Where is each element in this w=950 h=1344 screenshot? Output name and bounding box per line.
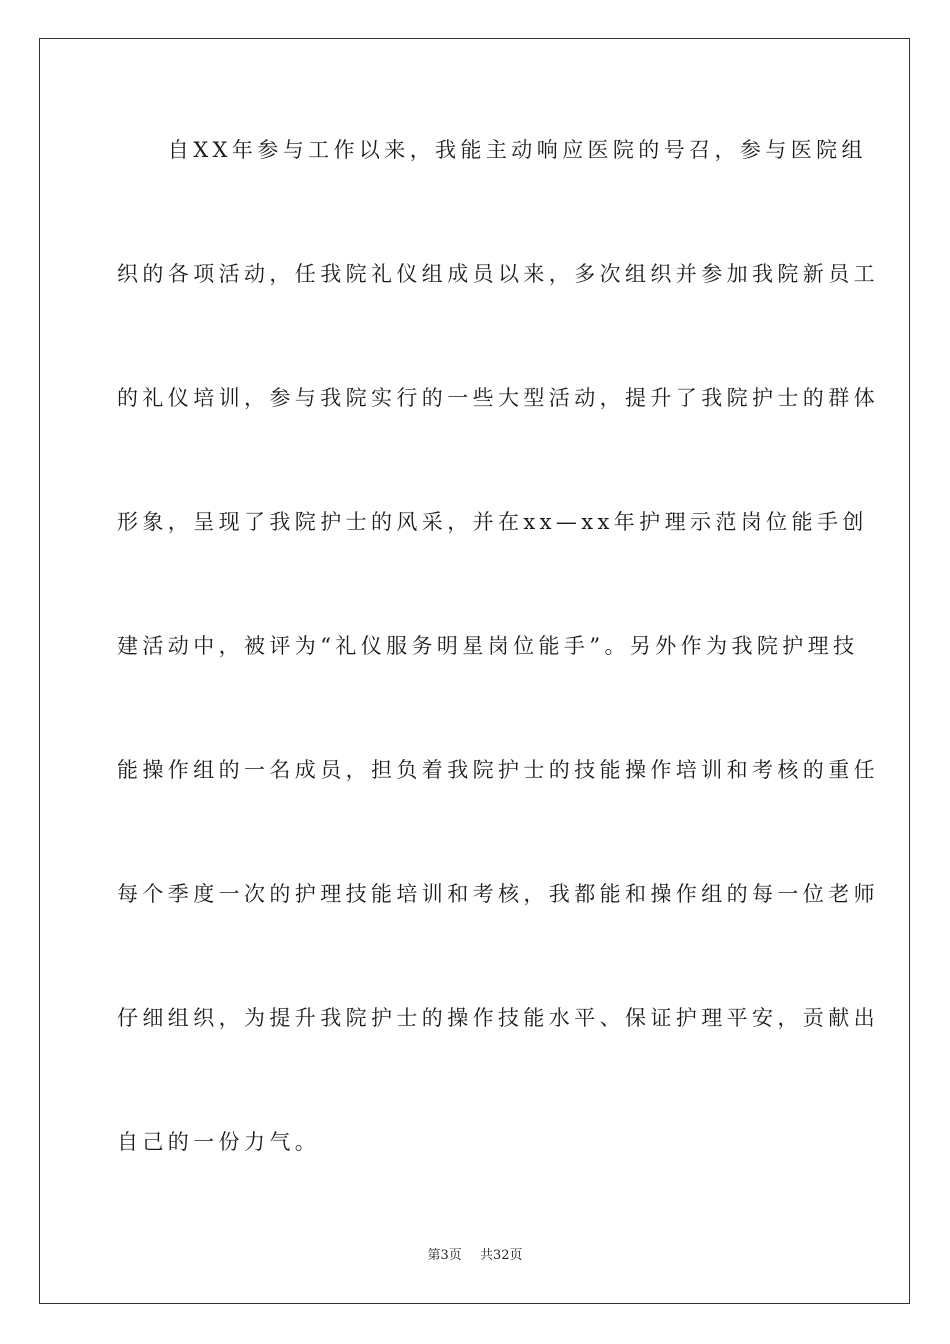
paragraph-line: 建活动中，被评为“礼仪服务明星岗位能手”。另外作为我院护理技 xyxy=(117,634,859,658)
paragraph-line: 仔细组织，为提升我院护士的操作技能水平、保证护理平安，贡献出 xyxy=(117,1006,879,1030)
paragraph-line: 形象，呈现了我院护士的风采，并在xx—xx年护理示范岗位能手创 xyxy=(117,510,868,534)
page-footer xyxy=(0,1246,950,1266)
paragraph-line: 自己的一份力气。 xyxy=(117,1130,321,1154)
paragraph-line: 每个季度一次的护理技能培训和考核，我都能和操作组的每一位老师 xyxy=(117,882,879,906)
total-pages: 共32页 xyxy=(479,1248,523,1263)
page-border xyxy=(39,38,910,1304)
paragraph-line: 能操作组的一名成员，担负着我院护士的技能操作培训和考核的重任 xyxy=(117,758,879,782)
paragraph-line: 织的各项活动，任我院礼仪组成员以来，多次组织并参加我院新员工 xyxy=(117,262,879,286)
page-number: 第3页 xyxy=(427,1248,462,1263)
paragraph-line: 自XX年参与工作以来，我能主动响应医院的号召，参与医院组 xyxy=(117,138,867,162)
paragraph-line: 的礼仪培训，参与我院实行的一些大型活动，提升了我院护士的群体 xyxy=(117,386,879,410)
